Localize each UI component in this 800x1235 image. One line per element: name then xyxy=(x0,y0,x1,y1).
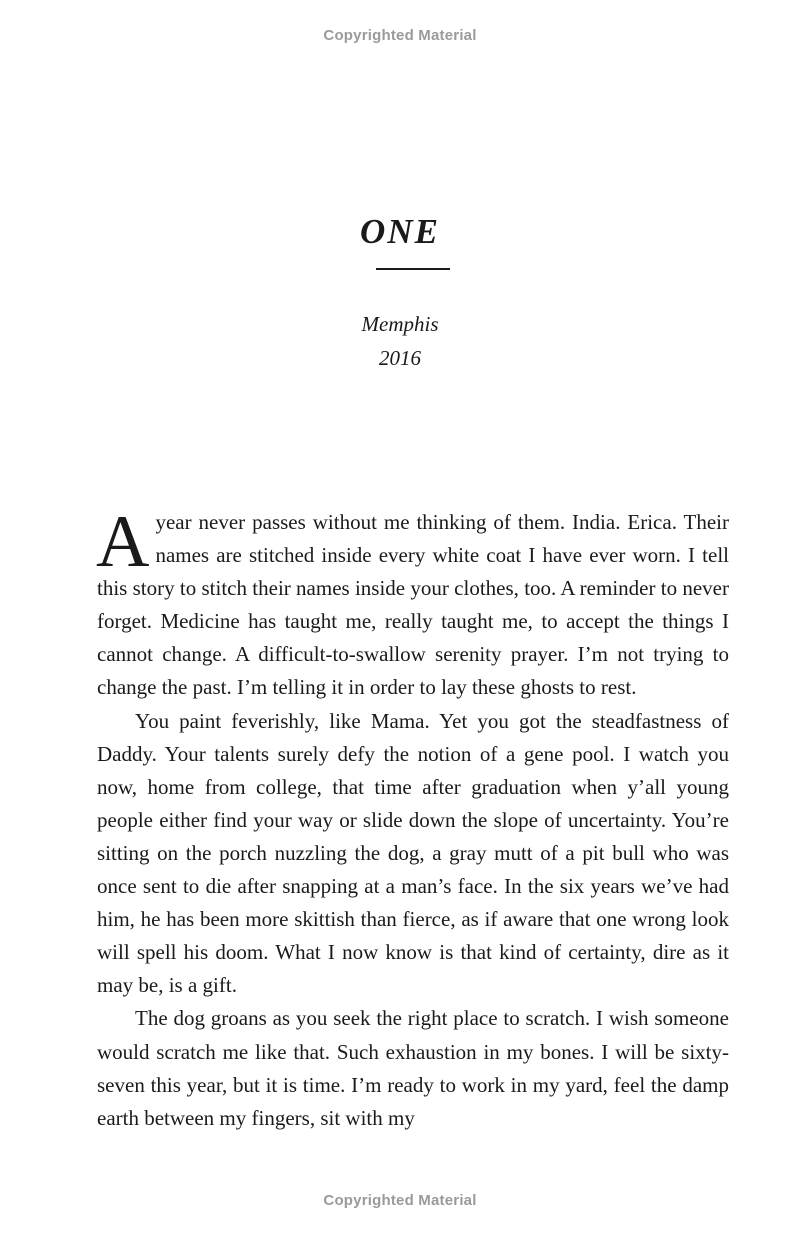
paragraph-3: The dog groans as you seek the right place to scratch. I wish someone would scratch me like that. Such exhaustion in my bones. I will be sixty-seven this year, but it is time. I’m ready to work in my yard, feel the damp earth between my fingers, sit with my xyxy=(97,1006,729,1130)
paragraph-1-text: year never passes without me thinking of them. India. Erica. Their names are stitched inside every white coat I have ever worn. I tell this story to stitch their names inside your clothes, too. A reminder to never forget. Medicine has taught me, really taught me, to accept the things I cannot change. A difficult-to-swallow serenity prayer. I’m not trying to change the past. I’m telling it in order to lay these ghosts to rest. xyxy=(97,510,729,700)
chapter-year: 2016 xyxy=(379,346,421,370)
body-text xyxy=(96,501,729,1135)
paragraph-2: You paint feverishly, like Mama. Yet you got the steadfastness of Daddy. Your talents surely defy the notion of a gene pool. I watch you now, home from college, that time after graduation when y’all young people either find your way or slide down the slope of uncertainty. You’re sitting on the porch nuzzling the dog, a gray mutt of a pit bull who was once sent to die after snapping at a man’s face. In the six years we’ve had him, he has been more skittish than fierce, as if aware that one wrong look will spell his doom. What I now know is that kind of certainty, dire as it may be, is a gift. xyxy=(97,708,729,998)
drop-cap: A xyxy=(96,501,150,583)
copyright-watermark-bottom: Copyrighted Material xyxy=(323,1192,477,1209)
copyright-watermark-top: Copyrighted Material xyxy=(323,27,477,44)
chapter-title: ONE xyxy=(360,212,440,251)
paragraph-1 xyxy=(96,501,729,705)
chapter-divider xyxy=(376,268,450,270)
chapter-place: Memphis xyxy=(361,312,439,336)
